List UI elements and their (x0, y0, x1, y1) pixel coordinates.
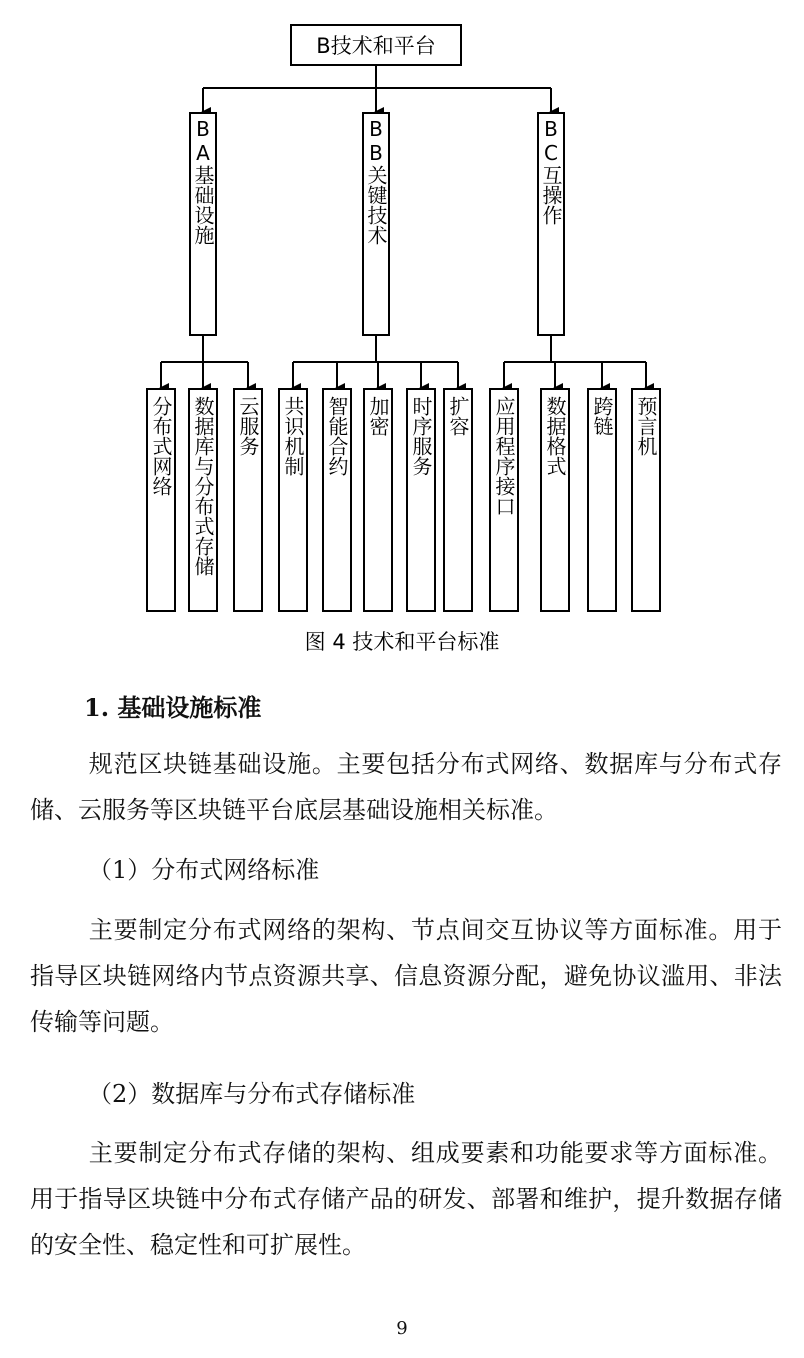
diagram-root-label: B技术和平台 (316, 34, 436, 58)
intro-paragraph (30, 741, 782, 833)
section-heading: 1. 基础设施标准 (84, 693, 262, 722)
group-label-bb: BB关键技术 (364, 117, 388, 245)
leaf-smart-contract: 智能合约 (325, 396, 349, 476)
group-label-ba: BA基础设施 (191, 117, 215, 245)
leaf-data-format: 数据格式 (543, 396, 567, 476)
subsection-1-paragraph (30, 907, 782, 1045)
leaf-database-storage: 数据库与分布式存储 (191, 396, 215, 576)
leaf-scaling: 扩容 (446, 396, 470, 436)
subsection-1-text: 主要制定分布式网络的架构、节点间交互协议等方面标准。用于指导区块链网络内节点资源共享、信息资源分配，避免协议滥用、非法传输等问题。 (30, 916, 782, 1036)
intro-text: 规范区块链基础设施。主要包括分布式网络、数据库与分布式存储、云服务等区块链平台底层基础设施相关标准。 (30, 750, 782, 824)
leaf-oracle: 预言机 (634, 396, 658, 456)
leaf-consensus: 共识机制 (281, 396, 305, 476)
leaf-api: 应用程序接口 (492, 396, 516, 516)
diagram-lines (0, 0, 804, 620)
subsection-2-text: 主要制定分布式存储的架构、组成要素和功能要求等方面标准。用于指导区块链中分布式存储产品的研发、部署和维护，提升数据存储的安全性、稳定性和可扩展性。 (30, 1139, 782, 1259)
leaf-distributed-network: 分布式网络 (149, 396, 173, 496)
leaf-cloud-service: 云服务 (236, 396, 260, 456)
subsection-1-title: （1）分布式网络标准 (88, 856, 320, 884)
group-label-bc: BC互操作 (539, 117, 563, 225)
figure-caption: 图 4 技术和平台标准 (304, 630, 500, 654)
leaf-encryption: 加密 (366, 396, 390, 436)
subsection-2-paragraph (30, 1130, 782, 1268)
leaf-timing-service: 时序服务 (409, 396, 433, 476)
leaf-cross-chain: 跨链 (590, 396, 614, 436)
page-number: 9 (396, 1318, 408, 1339)
subsection-2-title: （2）数据库与分布式存储标准 (88, 1080, 416, 1108)
